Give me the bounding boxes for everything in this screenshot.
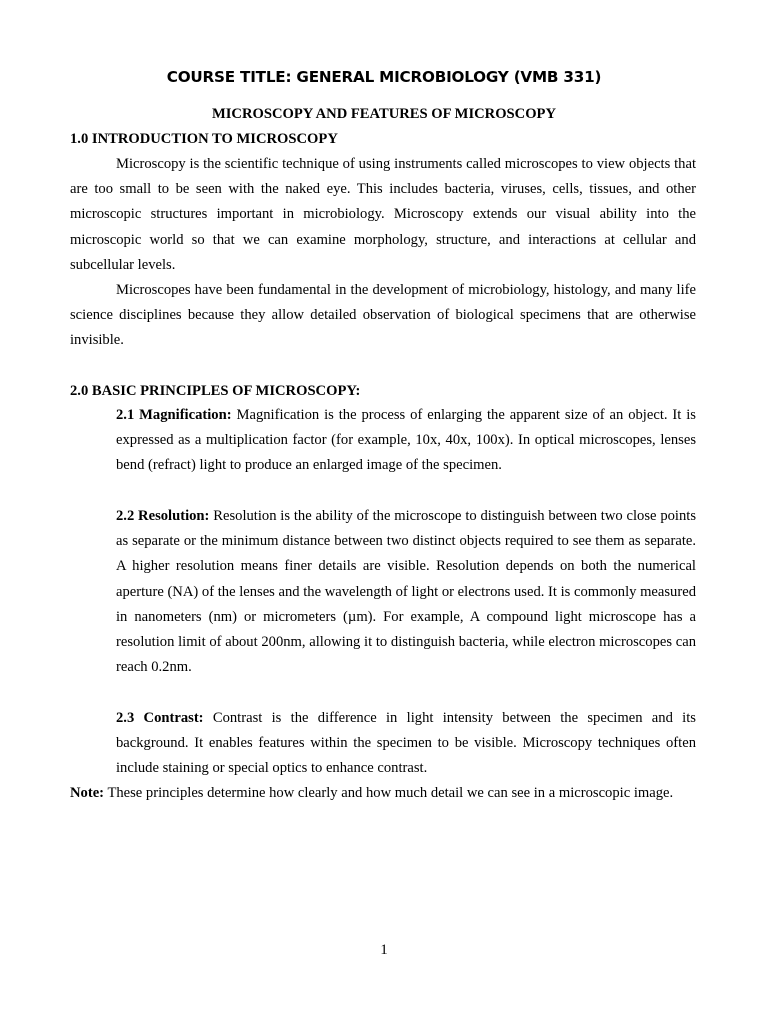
magnification-paragraph — [116, 403, 696, 479]
resolution-paragraph — [116, 504, 696, 680]
magnification-label: 2.1 Magnification: — [116, 407, 232, 423]
intro-paragraph-2: Microscopes have been fundamental in the development of microbiology, histology, and many life science disciplines because they allow detailed observation of biological specimens that are otherwise invisible. — [70, 282, 696, 349]
document-subtitle: MICROSCOPY AND FEATURES OF MICROSCOPY — [211, 106, 557, 122]
note-paragraph — [70, 781, 696, 806]
course-title: COURSE TITLE: GENERAL MICROBIOLOGY (VMB 331) — [166, 68, 602, 86]
section-heading-introduction: 1.0 INTRODUCTION TO MICROSCOPY — [70, 131, 338, 147]
section-heading-principles: 2.0 BASIC PRINCIPLES OF MICROSCOPY: — [70, 383, 361, 399]
resolution-label: 2.2 Resolution: — [116, 508, 210, 524]
note-label: Note: — [70, 785, 105, 801]
contrast-label: 2.3 Contrast: — [116, 710, 204, 726]
note-text: These principles determine how clearly and how much detail we can see in a microscopic image. — [107, 785, 674, 801]
page-number: 1 — [380, 942, 388, 958]
magnification-text: Magnification is the process of enlarging the apparent size of an object. It is expressed as a multiplication factor (for example, 10x, 40x, 100x). In optical microscopes, lenses bend (refract) light to produce an enlarged image of the specimen. — [116, 407, 696, 474]
contrast-paragraph — [116, 706, 696, 782]
resolution-text: Resolution is the ability of the microscope to distinguish between two close points as separate or the minimum distance between two distinct objects required to see them as separate. A higher resolution means finer details are visible. Resolution depends on both the numerical aperture (NA) of the lenses and the wavelength of light or electrons used. It is commonly measured in nanometers (nm) or micrometers (µm). For example, A compound light microscope has a resolution limit of about 200nm, allowing it to distinguish bacteria, while electron microscopes can reach 0.2nm. — [116, 508, 697, 676]
contrast-text: Contrast is the difference in light intensity between the specimen and its background. It enables features within the specimen to be visible. Microscopy techniques often include staining or special optics to enhance contrast. — [116, 710, 696, 777]
intro-paragraph-1: Microscopy is the scientific technique of using instruments called microscopes to view objects that are too small to be seen with the naked eye. This includes bacteria, viruses, cells, tissues, and other microscopic structures important in microbiology. Microscopy extends our visual ability into the microscopic world so that we can examine morphology, structure, and interactions at cellular and subcellular levels. — [70, 156, 696, 273]
